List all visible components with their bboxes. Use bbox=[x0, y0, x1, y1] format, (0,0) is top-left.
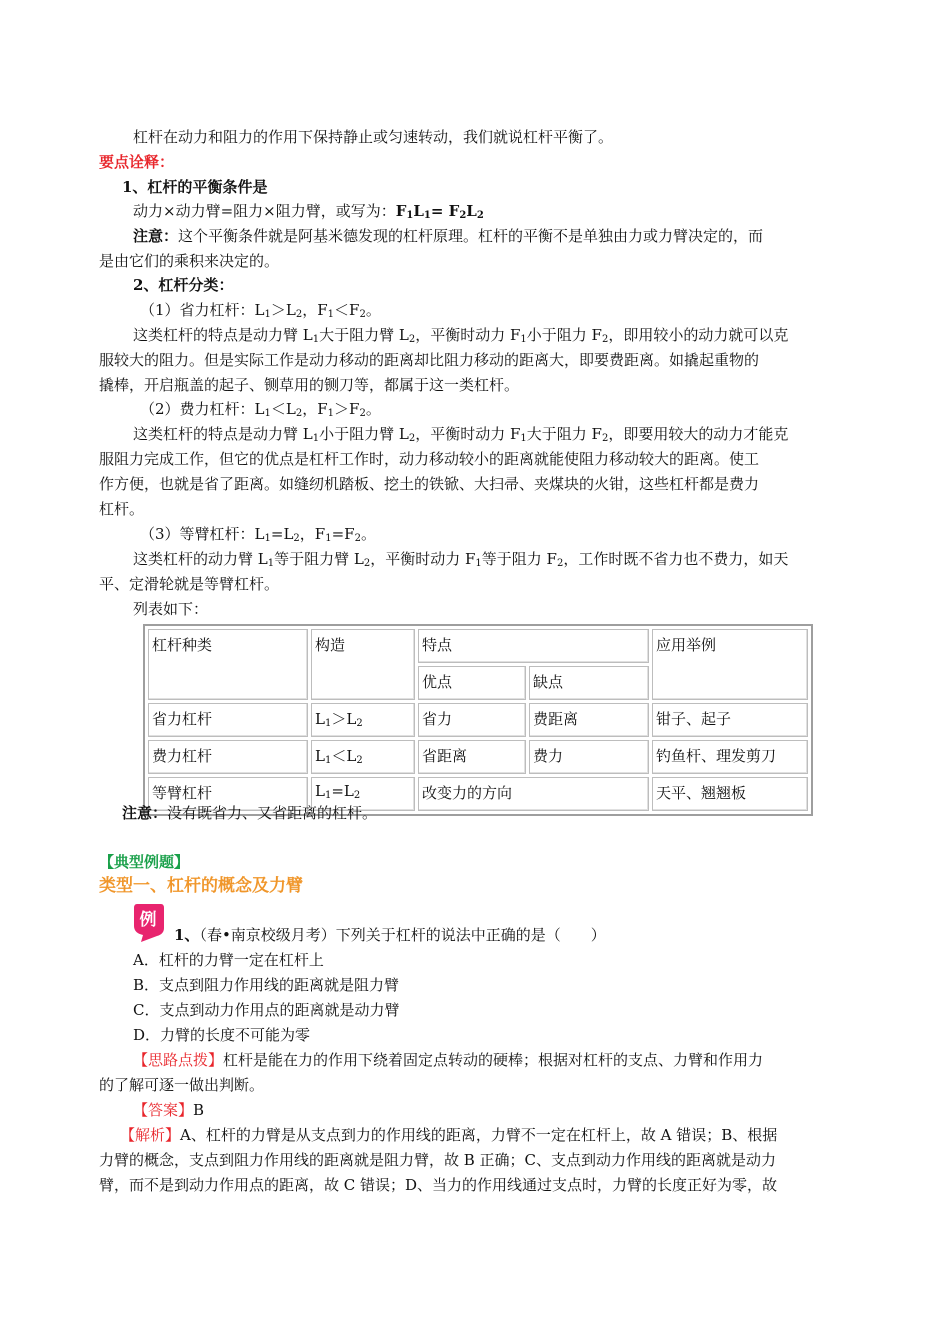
cell-example: 钓鱼杆、理发剪刀 bbox=[652, 740, 808, 774]
question-stem: （春•南京校级月考）下列关于杠杆的说法中正确的是（ ） bbox=[199, 926, 606, 944]
cell-structure: $L_1=L_2$ bbox=[311, 777, 415, 811]
lever-classification-table bbox=[143, 624, 813, 816]
class-1-desc-1: 这类杠杆的特点是动力臂 $L_1$大于阻力臂 $L_2$，平衡时动力 $F_1$小于阻力 $F_2$，即用较小的动力就可以克 bbox=[133, 326, 789, 345]
cell-example: 天平、翘翘板 bbox=[652, 777, 808, 811]
note-1-line-2: 是由它们的乘积来决定的。 bbox=[99, 252, 280, 270]
header-disadvantage: 缺点 bbox=[529, 666, 649, 700]
cell-example: 钳子、起子 bbox=[652, 703, 808, 737]
analysis-line-3: 臂，而不是到动力作用点的距离，故 C 错误；D、当力的作用线通过支点时，力臂的长度正好为零，故 bbox=[99, 1176, 778, 1194]
class-2-heading: （2）费力杠杆：$L_1<L_2$，$F_1>F_2$。 bbox=[140, 400, 381, 419]
intro-text: 杠杆在动力和阻力的作用下保持静止或匀速转动，我们就说杠杆平衡了。 bbox=[133, 128, 614, 146]
class-3-desc-1: 这类杠杆的动力臂 $L_1$等于阻力臂 $L_2$，平衡时动力 $F_1$等于阻力 $F_2$，工作时既不省力也不费力，如天 bbox=[133, 550, 789, 569]
example-badge-icon bbox=[131, 902, 165, 942]
table-intro: 列表如下： bbox=[133, 600, 209, 618]
table-header-row bbox=[148, 629, 808, 663]
cell-disadvantage: 费力 bbox=[529, 740, 649, 774]
hint-label: 【思路点拨】 bbox=[133, 1051, 224, 1069]
class-2-desc-3: 作方便，也就是省了距离。如缝纫机踏板、挖土的铁锨、大扫帚、夹煤块的火钳，这些杠杆都是费力 bbox=[99, 475, 760, 493]
cell-structure: $L_1<L_2$ bbox=[311, 740, 415, 774]
table-row bbox=[148, 740, 808, 774]
cell-feature: 改变力的方向 bbox=[418, 777, 649, 811]
option-b: B．支点到阻力作用线的距离就是阻力臂 bbox=[133, 976, 400, 994]
balance-formula: 动力×动力臂=阻力×阻力臂，或写为：$F_1L_1= F_2L_2$ bbox=[133, 202, 484, 221]
header-advantage: 优点 bbox=[418, 666, 526, 700]
hint-line-2: 的了解可逐一做出判断。 bbox=[99, 1076, 265, 1094]
header-type: 杠杆种类 bbox=[148, 629, 308, 700]
class-1-desc-3: 撬棒，开启瓶盖的起子、铡草用的铡刀等，都属于这一类杠杆。 bbox=[99, 376, 520, 394]
cell-advantage: 省力 bbox=[418, 703, 526, 737]
header-example: 应用举例 bbox=[652, 629, 808, 700]
section-2-title: 2、杠杆分类： bbox=[133, 276, 234, 294]
class-2-desc-4: 杠杆。 bbox=[99, 500, 145, 518]
option-a: A．杠杆的力臂一定在杠杆上 bbox=[133, 951, 324, 969]
note-1-line-1: 注意：这个平衡条件就是阿基米德发现的杠杆原理。杠杆的平衡不是单独由力或力臂决定的，而 bbox=[133, 227, 764, 245]
analysis-label: 【解析】 bbox=[120, 1126, 181, 1144]
header-feature: 特点 bbox=[418, 629, 649, 663]
note-2: 注意：没有既省力、又省距离的杠杆。 bbox=[122, 804, 378, 822]
cell-type: 等臂杠杆 bbox=[148, 777, 308, 811]
examples-heading: 【典型例题】 bbox=[99, 853, 190, 871]
note-1-label: 注意： bbox=[133, 227, 179, 245]
answer-line bbox=[133, 1100, 204, 1120]
class-1-desc-2: 服较大的阻力。但是实际工作是动力移动的距离却比阻力移动的距离大，即要费距离。如撬起重物的 bbox=[99, 351, 760, 369]
answer-label: 【答案】 bbox=[133, 1101, 194, 1119]
question-1 bbox=[174, 925, 606, 945]
cell-type: 费力杠杆 bbox=[148, 740, 308, 774]
class-2-desc-2: 服阻力完成工作，但它的优点是杠杆工作时，动力移动较小的距离就能使阻力移动较大的距离。使工 bbox=[99, 450, 760, 468]
class-2-desc-1: 这类杠杆的特点是动力臂 $L_1$小于阻力臂 $L_2$，平衡时动力 $F_1$大于阻力 $F_2$，即要用较大的动力才能克 bbox=[133, 425, 789, 444]
type-1-heading: 类型一、杠杆的概念及力臂 bbox=[99, 876, 303, 896]
cell-type: 省力杠杆 bbox=[148, 703, 308, 737]
option-d: D．力臂的长度不可能为零 bbox=[133, 1026, 311, 1044]
class-3-desc-2: 平、定滑轮就是等臂杠杆。 bbox=[99, 575, 280, 593]
class-1-heading: （1）省力杠杆：$L_1>L_2$，$F_1<F_2$。 bbox=[140, 301, 381, 320]
table-row bbox=[148, 703, 808, 737]
note-2-label: 注意： bbox=[122, 804, 168, 822]
section-1-title: 1、杠杆的平衡条件是 bbox=[122, 178, 268, 196]
key-points-heading: 要点诠释： bbox=[99, 153, 175, 171]
analysis-line-1: 【解析】A、杠杆的力臂是从支点到力的作用线的距离，力臂不一定在杠杆上，故 A 错误；B、根据 bbox=[120, 1126, 778, 1144]
question-number: 1、 bbox=[174, 926, 200, 944]
option-c: C．支点到动力作用点的距离就是动力臂 bbox=[133, 1001, 400, 1019]
header-structure: 构造 bbox=[311, 629, 415, 700]
answer-value: B bbox=[193, 1101, 205, 1119]
cell-advantage: 省距离 bbox=[418, 740, 526, 774]
analysis-line-2: 力臂的概念，支点到阻力作用线的距离就是阻力臂，故 B 正确；C、支点到动力作用线的距离就是动力 bbox=[99, 1151, 777, 1169]
cell-disadvantage: 费距离 bbox=[529, 703, 649, 737]
class-3-heading: （3）等臂杠杆：$L_1=L_2$，$F_1=F_2$。 bbox=[140, 525, 376, 544]
badge-text: 例 bbox=[139, 910, 157, 930]
cell-structure: $L_1>L_2$ bbox=[311, 703, 415, 737]
formula-text: 动力×动力臂=阻力×阻力臂，或写为： bbox=[133, 202, 396, 220]
hint-line-1: 【思路点拨】杠杆是能在力的作用下绕着固定点转动的硬棒；根据对杠杆的支点、力臂和作用力 bbox=[133, 1051, 764, 1069]
